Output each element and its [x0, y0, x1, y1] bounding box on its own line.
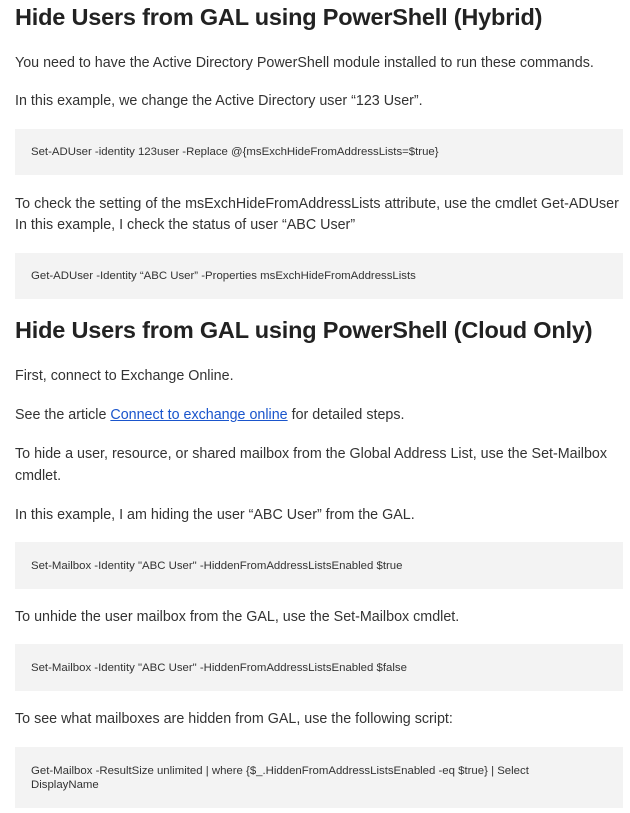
- paragraph-hiding-example: In this example, I am hiding the user “ABC User” from the GAL.: [15, 507, 415, 523]
- paragraph-prefix: See the article: [15, 407, 111, 423]
- code-text: Set-Mailbox -Identity "ABC User" -HiddenFromAddressListsEnabled $false: [31, 661, 407, 674]
- heading-hybrid: Hide Users from GAL using PowerShell (Hybrid): [15, 4, 543, 30]
- paragraph-hide-mailbox: To hide a user, resource, or shared mailbox from the Global Address List, use the Set-Mailbox cmdlet.: [15, 446, 608, 484]
- code-block-get-aduser: [15, 253, 623, 299]
- paragraph-check-status: In this example, I check the status of user “ABC User”: [15, 217, 356, 233]
- heading-cloud-only: Hide Users from GAL using PowerShell (Cloud Only): [15, 317, 593, 343]
- code-text: Set-ADUser -identity 123user -Replace @{msExchHideFromAddressLists=$true}: [31, 146, 439, 158]
- paragraph-unhide: To unhide the user mailbox from the GAL, use the Set-Mailbox cmdlet.: [15, 609, 460, 625]
- code-block-set-mailbox-unhide: [15, 644, 623, 691]
- code-text: Get-ADUser -Identity “ABC User” -Properties msExchHideFromAddressLists: [31, 270, 416, 282]
- code-block-set-aduser: [15, 129, 623, 175]
- paragraph-connect-exchange: First, connect to Exchange Online.: [15, 368, 234, 384]
- paragraph-check-setting: To check the setting of the msExchHideFromAddressLists attribute, use the cmdlet Get-ADUser: [15, 196, 619, 212]
- paragraph-example-user: In this example, we change the Active Directory user “123 User”.: [15, 93, 423, 109]
- paragraph-module-requirement: You need to have the Active Directory PowerShell module installed to run these commands.: [15, 55, 594, 71]
- paragraph-suffix: for detailed steps.: [287, 407, 405, 423]
- paragraph-see-hidden: To see what mailboxes are hidden from GAL, use the following script:: [15, 711, 453, 727]
- paragraph-see-article: [15, 404, 404, 426]
- code-text: Get-Mailbox -ResultSize unlimited | where {$_.HiddenFromAddressListsEnabled -eq $true} | Select DisplayName: [31, 764, 529, 791]
- code-text: Set-Mailbox -Identity "ABC User" -HiddenFromAddressListsEnabled $true: [31, 559, 403, 572]
- code-block-get-mailbox-hidden: [15, 747, 623, 808]
- code-block-set-mailbox-hide: [15, 542, 623, 589]
- connect-exchange-online-link[interactable]: Connect to exchange online: [110, 407, 288, 423]
